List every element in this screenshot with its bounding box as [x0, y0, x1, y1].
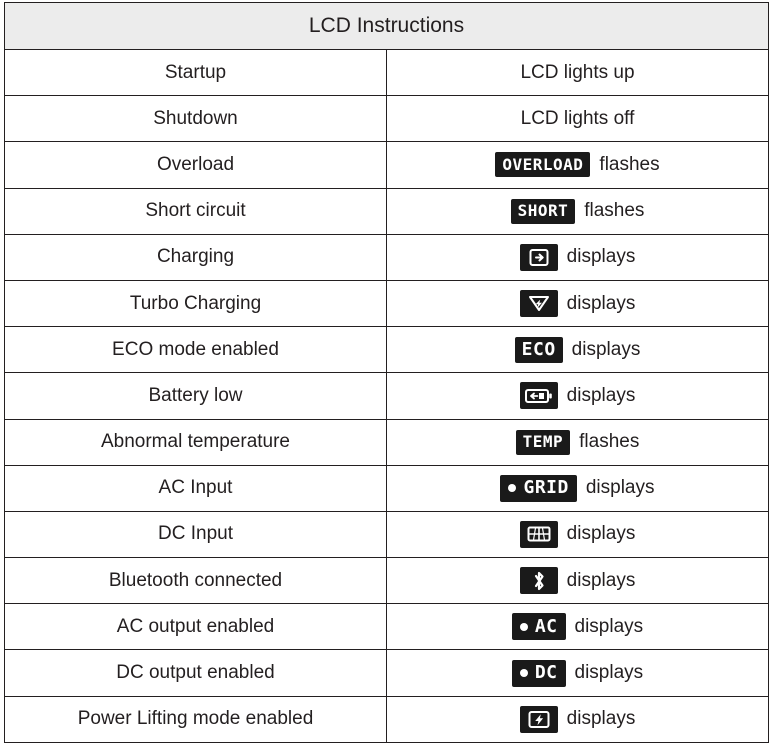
value-cell: [387, 419, 769, 465]
table-title-row: [5, 3, 769, 50]
label-cell: Battery low: [5, 373, 387, 419]
label-cell: Startup: [5, 50, 387, 96]
table-row: [5, 50, 769, 96]
value-suffix: displays: [574, 662, 644, 684]
value-content: [387, 189, 768, 234]
value-suffix: displays: [566, 708, 636, 730]
status-dot-icon: [520, 623, 528, 631]
battery-low-icon: [520, 382, 558, 409]
table-row: [5, 188, 769, 234]
value-cell: [387, 650, 769, 696]
value-cell: [387, 558, 769, 604]
value-content: [387, 466, 768, 511]
label-cell: ECO mode enabled: [5, 327, 387, 373]
value-content: [387, 235, 768, 280]
table-row: [5, 96, 769, 142]
value-content: [387, 327, 768, 372]
label-cell: Overload: [5, 142, 387, 188]
value-suffix: displays: [585, 477, 655, 499]
value-cell: [387, 50, 769, 96]
badge-label: DC: [534, 662, 558, 684]
value-cell: [387, 96, 769, 142]
value-suffix: displays: [574, 615, 644, 637]
table-row: [5, 696, 769, 742]
charging-plug-icon: [520, 244, 558, 271]
value-cell: [387, 511, 769, 557]
value-content: [387, 420, 768, 465]
value-suffix: flashes: [599, 153, 660, 175]
table-row: [5, 142, 769, 188]
value-suffix: displays: [566, 569, 636, 591]
power-lifting-icon: [520, 706, 558, 733]
turbo-charging-icon: [520, 290, 558, 317]
value-cell: [387, 142, 769, 188]
value-cell: [387, 696, 769, 742]
value-content: [387, 650, 768, 695]
label-cell: Abnormal temperature: [5, 419, 387, 465]
value-suffix: flashes: [584, 200, 645, 222]
badge-label: TEMP: [522, 432, 564, 452]
badge-label: SHORT: [517, 201, 569, 221]
label-cell: Shutdown: [5, 96, 387, 142]
value-cell: [387, 604, 769, 650]
lcd-badge-overload: [495, 152, 590, 177]
value-suffix: displays: [566, 246, 636, 268]
value-content: [387, 50, 768, 95]
table-row: [5, 650, 769, 696]
table-row: [5, 234, 769, 280]
label-cell: AC output enabled: [5, 604, 387, 650]
value-suffix: displays: [566, 292, 636, 314]
label-cell: AC Input: [5, 465, 387, 511]
value-content: [387, 373, 768, 418]
lcd-badge-eco: [515, 337, 563, 363]
lcd-badge-short: [511, 199, 576, 224]
lcd-badge-ac: [512, 613, 566, 640]
value-content: [387, 512, 768, 557]
value-content: [387, 604, 768, 649]
value-content: [387, 142, 768, 187]
table-row: [5, 604, 769, 650]
value-suffix: displays: [571, 338, 641, 360]
table-row: [5, 280, 769, 326]
label-cell: Short circuit: [5, 188, 387, 234]
value-cell: [387, 188, 769, 234]
lcd-badge-dc: [512, 660, 566, 687]
value-content: [387, 281, 768, 326]
table-body: [5, 50, 769, 743]
lcd-instructions-table: [4, 2, 769, 743]
badge-label: OVERLOAD: [502, 154, 584, 174]
label-cell: Power Lifting mode enabled: [5, 696, 387, 742]
value-suffix: displays: [566, 523, 636, 545]
table-row: [5, 419, 769, 465]
status-dot-icon: [520, 669, 528, 677]
value-cell: [387, 280, 769, 326]
value-content: [387, 697, 768, 742]
value-cell: [387, 234, 769, 280]
label-cell: DC Input: [5, 511, 387, 557]
table-row: [5, 558, 769, 604]
value-suffix: displays: [566, 384, 636, 406]
page-title: LCD Instructions: [5, 3, 769, 50]
table-row: [5, 327, 769, 373]
value-content: [387, 96, 768, 141]
lcd-badge-temp: [516, 430, 571, 455]
label-cell: Charging: [5, 234, 387, 280]
lcd-badge-grid: [500, 475, 576, 502]
value-text: LCD lights off: [520, 107, 635, 129]
value-text: LCD lights up: [520, 61, 635, 83]
label-cell: DC output enabled: [5, 650, 387, 696]
value-content: [387, 558, 768, 603]
table-row: [5, 465, 769, 511]
value-cell: [387, 373, 769, 419]
table-row: [5, 373, 769, 419]
badge-label: ECO: [521, 338, 556, 360]
value-cell: [387, 465, 769, 511]
lcd-instructions-table-wrapper: [0, 2, 773, 743]
table-row: [5, 511, 769, 557]
status-dot-icon: [508, 484, 516, 492]
value-suffix: flashes: [579, 431, 640, 453]
badge-label: GRID: [523, 477, 569, 499]
solar-panel-icon: [520, 521, 558, 548]
label-cell: Bluetooth connected: [5, 558, 387, 604]
label-cell: Turbo Charging: [5, 280, 387, 326]
badge-label: AC: [534, 615, 558, 637]
bluetooth-icon: [520, 567, 558, 594]
value-cell: [387, 327, 769, 373]
